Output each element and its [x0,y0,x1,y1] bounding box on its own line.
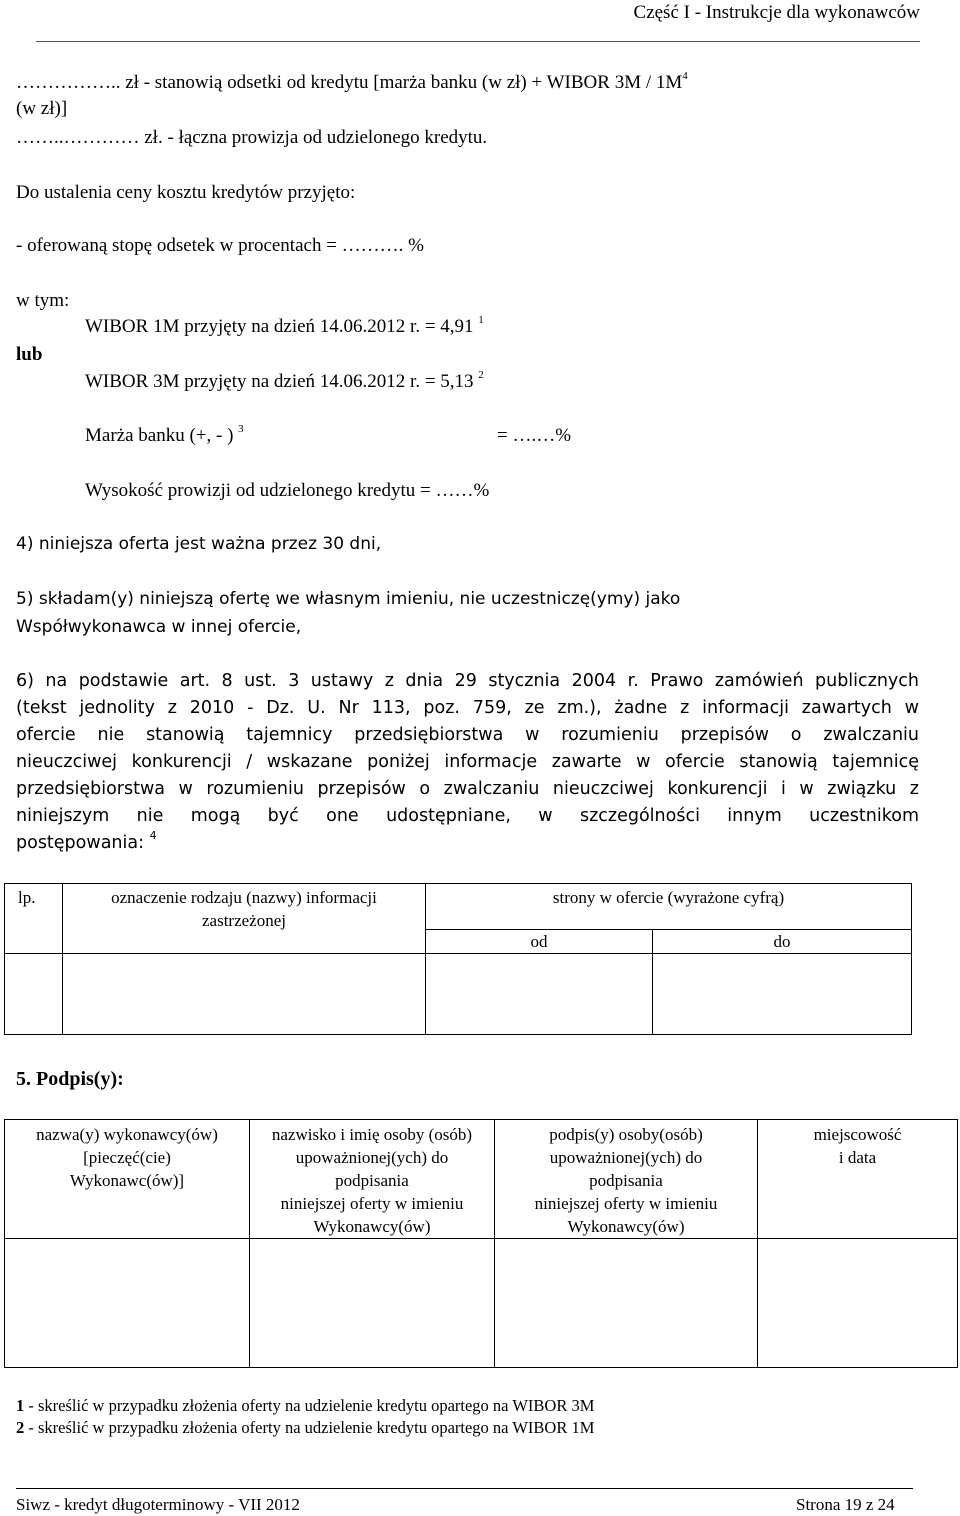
footnote-2 [16,1417,594,1439]
sig-col2-line3: podpisania [335,1171,409,1190]
footnote-2-text: - skreślić w przypadku złożenia oferty na udzielenie kredytu opartego na WIBOR 1M [24,1418,595,1437]
sig-col2-line5: Wykonawcy(ów) [313,1217,431,1236]
footnote-ref-3: 3 [238,422,244,435]
margin-value: = ….…% [497,425,572,446]
sig-col3-line5: Wykonawcy(ów) [567,1217,685,1236]
sig-col2-line1: nazwisko i imię osoby (osób) [271,1125,473,1144]
col-lp-label: lp. [18,888,36,907]
footnote-ref-2: 2 [478,368,484,381]
sig-place-date-cell[interactable] [758,1239,958,1368]
footer-page-number: Strona 19 z 24 [796,1495,895,1514]
confidential-info-table [4,883,912,1035]
interest-blank: …………….. [16,72,121,93]
signature-heading: 5. Podpis(y): [16,1068,124,1090]
sig-contractor-cell[interactable] [5,1239,250,1368]
sig-person-cell[interactable] [250,1239,495,1368]
footer-doc-title: Siwz - kredyt długoterminowy - VII 2012 [16,1495,300,1514]
point-6-line1: 6) na podstawie art. 8 ust. 3 ustawy z dnia 29 stycznia 2004 r. Prawo zamówień publicznych [16,671,919,691]
footnote-ref-1: 1 [478,313,484,326]
point-6-line2: (tekst jednolity z 2010 - Dz. U. Nr 113, poz. 759, ze zm.), żadne z informacji zawartych w [16,698,919,718]
sig-signature-cell[interactable] [495,1239,758,1368]
sig-col2-line4: niniejszej oferty w imieniu [280,1194,464,1213]
col-lp-header [5,884,63,954]
interest-line-cont: (w zł)] [16,98,68,119]
rate-line: - oferowaną stopę odsetek w procentach = ………. % [16,235,424,256]
margin-label: Marża banku (+, - ) [85,425,234,446]
margin-line [85,423,244,449]
point-6-line4: nieuczciwej konkurencji / wskazane poniżej informacje zawarte w ofercie stanowią tajemnicę [16,752,919,772]
sig-col2-line2: upoważnionej(ych) do [295,1148,449,1167]
header-rule [36,41,920,42]
commission-rate-line: Wysokość prowizji od udzielonego kredytu = ……% [85,480,490,501]
footnote-1 [16,1395,594,1417]
row1-lp-cell[interactable] [5,954,63,1035]
sig-col-person-header [250,1120,495,1239]
col-to-label: do [773,932,791,951]
col-to-header [653,930,912,954]
sig-col1-line3: Wykonawc(ów)] [69,1171,185,1190]
footnote-ref-4b: 4 [149,829,157,843]
footnote-1-text: - skreślić w przypadku złożenia oferty na udzielenie kredytu opartego na WIBOR 3M [24,1396,595,1415]
point-6-line3: ofercie nie stanowią tajemnicy przedsiębiorstwa w rozumieniu przepisów o zwalczaniu [16,725,919,745]
footnote-ref-4: 4 [682,69,688,82]
footnote-2-number: 2 [16,1418,25,1437]
point-6-line6: niniejszym nie mogą być one udostępniane, w szczególności innym uczestnikom [16,806,919,826]
lub-label: lub [16,344,43,365]
col-from-header [426,930,653,954]
point-6-line5: przedsiębiorstwa w rozumieniu przepisów o zwalczaniu nieuczciwej konkurencji i w związku z [16,779,919,799]
signature-table [4,1119,958,1368]
sig-col3-line2: upoważnionej(ych) do [549,1148,703,1167]
col-pages-label: strony w ofercie (wyrażone cyfrą) [552,888,785,907]
point-4: 4) niniejsza oferta jest ważna przez 30 dni, [16,534,382,554]
pricing-heading: Do ustalenia ceny kosztu kredytów przyjęto: [16,182,356,203]
wibor-1m-line [85,314,484,340]
point-5-line2: Współwykonawca w innej ofercie, [16,617,302,637]
col-info-name-label: oznaczenie rodzaju (nazwy) informacji zastrzeżonej [111,888,377,930]
sig-col1-line1: nazwa(y) wykonawcy(ów) [36,1125,218,1144]
commission-line [16,125,487,151]
point-6-last-text: postępowania: [16,833,144,853]
sig-col3-line4: niniejszej oferty w imieniu [534,1194,718,1213]
wibor-3m-text: WIBOR 3M przyjęty na dzień 14.06.2012 r. = 5,13 [85,371,474,392]
sig-col-contractor-header [5,1120,250,1239]
point-5-line1: 5) składam(y) niniejszą ofertę we własnym imieniu, nie uczestniczę(ymy) jako [16,589,681,609]
row1-from-cell[interactable] [426,954,653,1035]
commission-blank: ……..………… [16,127,140,148]
footer-rule [16,1488,913,1489]
wibor-1m-text: WIBOR 1M przyjęty na dzień 14.06.2012 r. = 4,91 [85,316,474,337]
sig-col1-line2: [pieczęć(cie) [83,1148,171,1167]
sig-col3-line3: podpisania [589,1171,663,1190]
col-pages-header [426,884,912,930]
w-tym-label: w tym: [16,290,70,311]
interest-text: zł - stanowią odsetki od kredytu [marża banku (w zł) + WIBOR 3M / 1M [120,72,683,93]
sig-col-place-date-header [758,1120,958,1239]
col-info-name-header [63,884,426,954]
footnote-1-number: 1 [16,1396,25,1415]
interest-line [16,70,688,96]
commission-text: zł. - łączna prowizja od udzielonego kredytu. [139,127,488,148]
sig-col4-line2: i data [838,1148,877,1167]
wibor-3m-line [85,369,484,395]
page-header-title: Część I - Instrukcje dla wykonawców [633,2,920,23]
col-from-label: od [530,932,548,951]
row1-to-cell[interactable] [653,954,912,1035]
sig-col3-line1: podpis(y) osoby(osób) [549,1125,703,1144]
sig-col-signature-header [495,1120,758,1239]
point-6-last [16,830,157,856]
sig-col4-line1: miejscowość [813,1125,902,1144]
row1-name-cell[interactable] [63,954,426,1035]
